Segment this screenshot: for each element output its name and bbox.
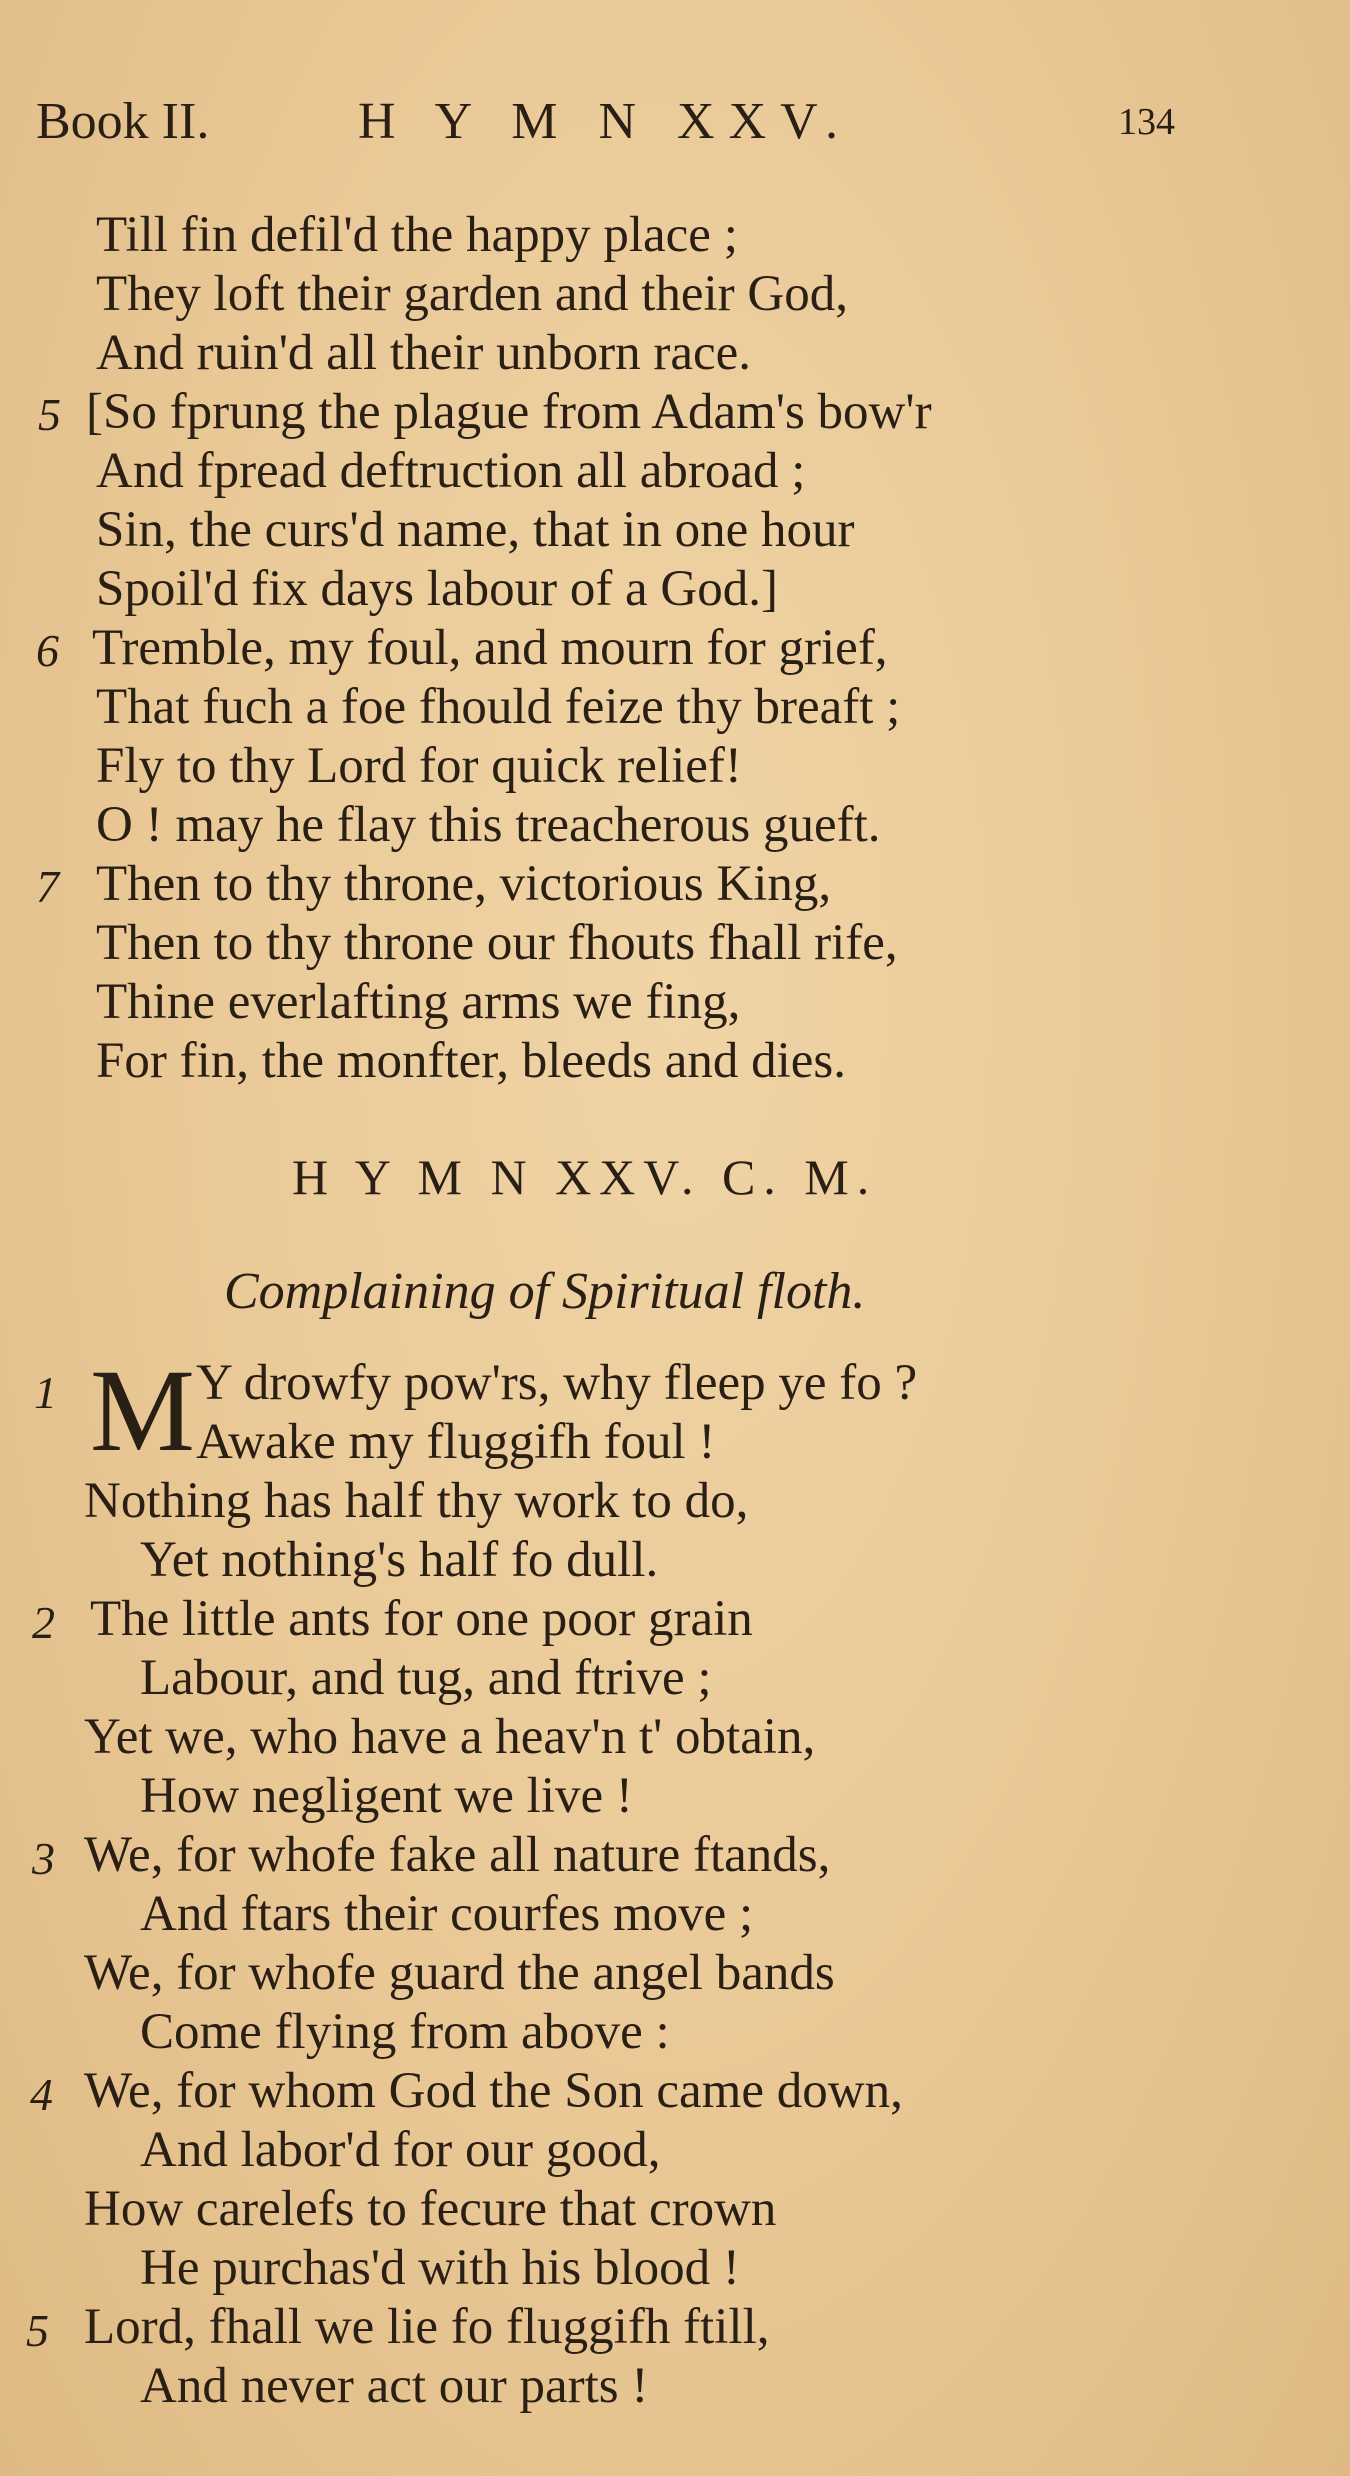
stanza-number: 6 bbox=[36, 625, 59, 676]
verse-line: Nothing has half thy work to do, bbox=[84, 1473, 749, 1529]
verse-line: Spoil'd fix days labour of a God.] bbox=[96, 561, 779, 617]
verse-line: Yet nothing's half fo dull. bbox=[140, 1532, 659, 1588]
verse-line: And never act our parts ! bbox=[140, 2358, 649, 2414]
drop-cap: M bbox=[90, 1345, 195, 1476]
verse-line: Then to thy throne our fhouts fhall rife, bbox=[96, 915, 898, 971]
verse-line: He purchas'd with his blood ! bbox=[140, 2240, 740, 2296]
verse-line: O ! may he flay this treacherous gueft. bbox=[96, 797, 881, 853]
verse-line: And ftars their courfes move ; bbox=[140, 1886, 754, 1942]
page-number: 134 bbox=[1118, 101, 1175, 143]
hymn-subtitle: Complaining of Spiritual floth. bbox=[224, 1263, 866, 1320]
verse-line: We, for whofe fake all nature ftands, bbox=[84, 1827, 831, 1883]
verse-line: [So fprung the plague from Adam's bow'r bbox=[86, 384, 932, 440]
verse-line: Sin, the curs'd name, that in one hour bbox=[96, 502, 855, 558]
verse-line: Come flying from above : bbox=[140, 2004, 670, 2060]
stanza-number: 2 bbox=[32, 1597, 55, 1648]
verse-line: Y drowfy pow'rs, why fleep ye fo ? bbox=[196, 1355, 918, 1411]
stanza-number: 1 bbox=[34, 1367, 57, 1418]
hymn-title: H Y M N XXV. C. M. bbox=[292, 1149, 878, 1205]
verse-line: That fuch a foe fhould feize thy breaft ; bbox=[96, 679, 901, 735]
verse-line: Till fin defil'd the happy place ; bbox=[96, 207, 738, 263]
verse-line: We, for whom God the Son came down, bbox=[84, 2063, 903, 2119]
stanza-number: 5 bbox=[38, 389, 61, 440]
book-label: Book II. bbox=[36, 93, 210, 150]
verse-line: Labour, and tug, and ftrive ; bbox=[140, 1650, 712, 1706]
verse-line: We, for whofe guard the angel bands bbox=[84, 1945, 835, 2001]
verse-line: And ruin'd all their unborn race. bbox=[96, 325, 751, 381]
running-header bbox=[36, 92, 1306, 162]
verse-line: How negligent we live ! bbox=[140, 1768, 633, 1824]
verse-line: Awake my fluggifh foul ! bbox=[196, 1414, 716, 1470]
verse-line: Lord, fhall we lie fo fluggifh ftill, bbox=[84, 2299, 770, 2355]
stanza-number: 5 bbox=[26, 2305, 49, 2356]
stanza-number: 3 bbox=[32, 1833, 55, 1884]
stanza-number: 4 bbox=[30, 2069, 53, 2120]
verse-line: Then to thy throne, victorious King, bbox=[96, 856, 832, 912]
verse-line: And labor'd for our good, bbox=[140, 2122, 661, 2178]
verse-line: The little ants for one poor grain bbox=[90, 1591, 753, 1647]
verse-line: They loft their garden and their God, bbox=[96, 266, 849, 322]
stanza-number: 7 bbox=[36, 861, 59, 912]
verse-line: Tremble, my foul, and mourn for grief, bbox=[92, 620, 888, 676]
verse-line: For fin, the monfter, bleeds and dies. bbox=[96, 1033, 847, 1089]
header-hymn-title: H Y M N XXV. bbox=[358, 93, 852, 150]
verse-line: Thine everlafting arms we fing, bbox=[96, 974, 741, 1030]
verse-line: Fly to thy Lord for quick relief! bbox=[96, 738, 742, 794]
verse-line: And fpread deftruction all abroad ; bbox=[96, 443, 806, 499]
verse-line: How carelefs to fecure that crown bbox=[84, 2181, 777, 2237]
verse-line: Yet we, who have a heav'n t' obtain, bbox=[84, 1709, 816, 1765]
